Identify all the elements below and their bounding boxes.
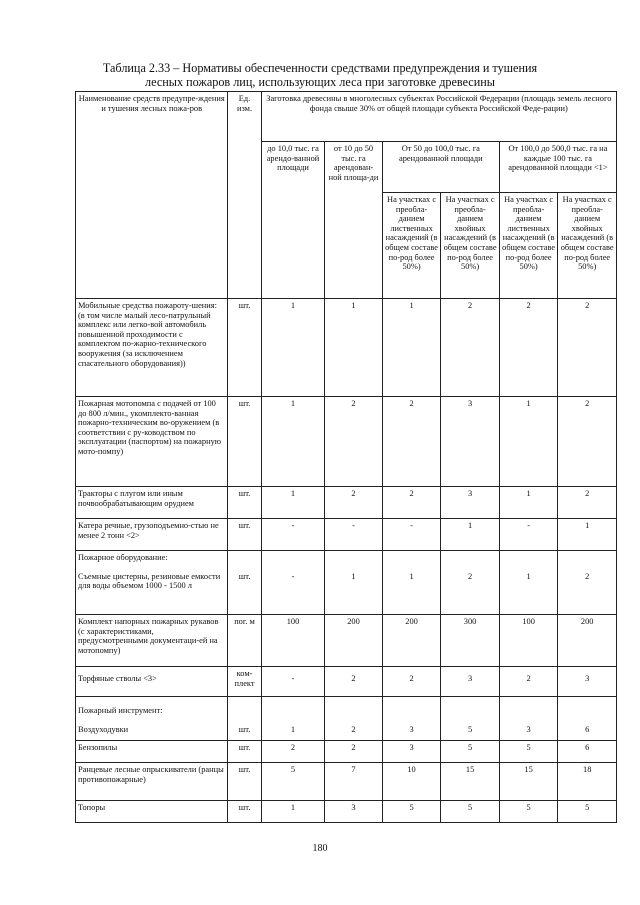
cell-value: 2 [558,551,617,615]
cell-value: 2 [325,397,383,487]
header-sub-deciduous: На участках с преобла-данием лиственных насаждений (в общем составе по-род более 50%) [382,193,441,299]
row-unit: шт. [228,697,261,741]
header-col-4: От 100,0 до 500,0 тыс. га на каждые 100 тыс. га арендованной площади <1> [499,142,616,193]
cell-value: 3 [441,667,500,697]
table-row [76,801,617,823]
cell-value: 2 [441,551,500,615]
header-col-1: до 10,0 тыс. га арендо-ванной площади [261,142,325,299]
group-label: Пожарное оборудование: [78,553,168,562]
cell-value: 100 [499,615,558,667]
cell-value: 5 [499,741,558,763]
cell-value: 1 [499,397,558,487]
title-line-1: Таблица 2.33 – Нормативы обеспеченности средствами предупреждения и тушения [102,61,538,75]
cell-value: 3 [441,487,500,519]
group-label: Пожарный инструмент: [78,706,163,715]
cell-value: 6 [558,697,617,741]
cell-value: 3 [325,801,383,823]
row-unit: шт. [228,487,261,519]
cell-value: 15 [441,763,500,801]
cell-value: 1 [325,551,383,615]
cell-value: 1 [261,299,325,397]
cell-value: 2 [382,667,441,697]
row-name: Тракторы с плугом или иным почвообрабатывающим орудием [76,487,228,519]
cell-value: 5 [441,801,500,823]
header-col-2: от 10 до 50 тыс. га арендован-ной площа-ди [325,142,383,299]
cell-value: 5 [261,763,325,801]
cell-value: 2 [325,697,383,741]
header-sub-deciduous: На участках с преобла-данием лиственных насаждений (в общем составе по-род более 50%) [499,193,558,299]
cell-value: 2 [499,667,558,697]
cell-value: 300 [441,615,500,667]
table-row [76,487,617,519]
row-name: Катера речные, грузоподъемно-стью не менее 2 тонн <2> [76,519,228,551]
cell-value: 15 [499,763,558,801]
cell-value: 1 [499,487,558,519]
cell-value: 1 [441,519,500,551]
row-name: Пожарная мотопомпа с подачей от 100 до 800 л/мин., укомплекто-ванная пожарно-техническим во-оружением (в соответствии с ру-ководством по эксплуатации (паспортом) на пожарную мото-помпу) [76,397,228,487]
row-name: Комплект напорных пожарных рукавов (с характеристиками, предусмотренными документаци-ей на мотопомпу) [76,615,228,667]
cell-value: 3 [499,697,558,741]
row-unit: шт. [228,801,261,823]
cell-value: 2 [558,397,617,487]
row-name-group [76,697,228,741]
header-name: Наименование средств предупре-ждения и тушения лесных пожа-ров [76,92,228,299]
title-line-2: лесных пожаров лиц, использующих леса при заготовке древесины [145,75,495,89]
cell-value: 3 [382,697,441,741]
cell-value: 2 [382,487,441,519]
cell-value: 5 [558,801,617,823]
table-row [76,299,617,397]
cell-value: 2 [325,667,383,697]
row-unit: шт. [228,397,261,487]
cell-value: 18 [558,763,617,801]
cell-value: 1 [261,487,325,519]
table-row [76,551,617,615]
cell-value: 1 [382,299,441,397]
header-sub-coniferous: На участках с преобла-данием хвойных насаждений (в общем составе по-род более 50%) [558,193,617,299]
row-name: Торфяные стволы <3> [76,667,228,697]
table-row [76,667,617,697]
cell-value: 5 [441,741,500,763]
cell-value: - [261,667,325,697]
cell-value: 5 [382,801,441,823]
table-row [76,397,617,487]
cell-value: 7 [325,763,383,801]
cell-value: 1 [261,397,325,487]
cell-value: 2 [325,741,383,763]
cell-value: - [261,519,325,551]
header-col-3: От 50 до 100,0 тыс. га арендованной площади [382,142,499,193]
cell-value: - [382,519,441,551]
table-row [76,741,617,763]
cell-value: 200 [382,615,441,667]
row-name: Воздуходувки [78,724,129,734]
cell-value: 2 [325,487,383,519]
row-unit: шт. [228,519,261,551]
table-row [76,519,617,551]
page-number: 180 [312,843,328,854]
header-unit: Ед. изм. [228,92,261,299]
header-sub-coniferous: На участках с преобла-данием хвойных насаждений (в общем составе по-род более 50%) [441,193,500,299]
cell-value: 100 [261,615,325,667]
cell-value: 3 [558,667,617,697]
row-unit: ком-плект [228,667,261,697]
cell-value: 1 [499,551,558,615]
cell-value: 1 [558,519,617,551]
standards-table [75,91,617,823]
cell-value: 2 [261,741,325,763]
cell-value: - [325,519,383,551]
cell-value: 3 [441,397,500,487]
row-name: Бензопилы [76,741,228,763]
table-row [76,615,617,667]
row-unit: шт. [228,741,261,763]
cell-value: - [499,519,558,551]
cell-value: 1 [261,801,325,823]
cell-value: 3 [382,741,441,763]
table-title [60,61,580,89]
cell-value: 2 [558,487,617,519]
row-name: Ранцевые лесные опрыскиватели (ранцы противопожарные) [76,763,228,801]
cell-value: 6 [558,741,617,763]
cell-value: 2 [382,397,441,487]
cell-value: 1 [382,551,441,615]
cell-value: 1 [325,299,383,397]
cell-value: - [261,551,325,615]
row-name: Съемные цистерны, резиновые емкости для воды объемом 1000 - 1500 л [78,571,221,591]
cell-value: 5 [441,697,500,741]
cell-value: 5 [499,801,558,823]
row-name: Мобильные средства пожароту-шения: (в том числе малый лесо-патрульный комплекс или легко-вой автомобиль повышенной проходимости с комплектом по-жарно-технического вооружения (за исключением спасательного оборудования)) [76,299,228,397]
row-unit: шт. [228,299,261,397]
row-name-group [76,551,228,615]
table-row [76,697,617,741]
cell-value: 200 [325,615,383,667]
cell-value: 200 [558,615,617,667]
cell-value: 2 [441,299,500,397]
cell-value: 2 [558,299,617,397]
row-unit: пог. м [228,615,261,667]
row-unit: шт. [228,763,261,801]
header-group: Заготовка древесины в многолесных субъектах Российской Федерации (площадь земель лесного фонда свыше 30% от общей площади субъекта Российской Феде-рации) [261,92,616,142]
cell-value: 2 [499,299,558,397]
row-unit: шт. [228,551,261,615]
cell-value: 1 [261,697,325,741]
table-row [76,763,617,801]
row-name: Топоры [76,801,228,823]
cell-value: 10 [382,763,441,801]
